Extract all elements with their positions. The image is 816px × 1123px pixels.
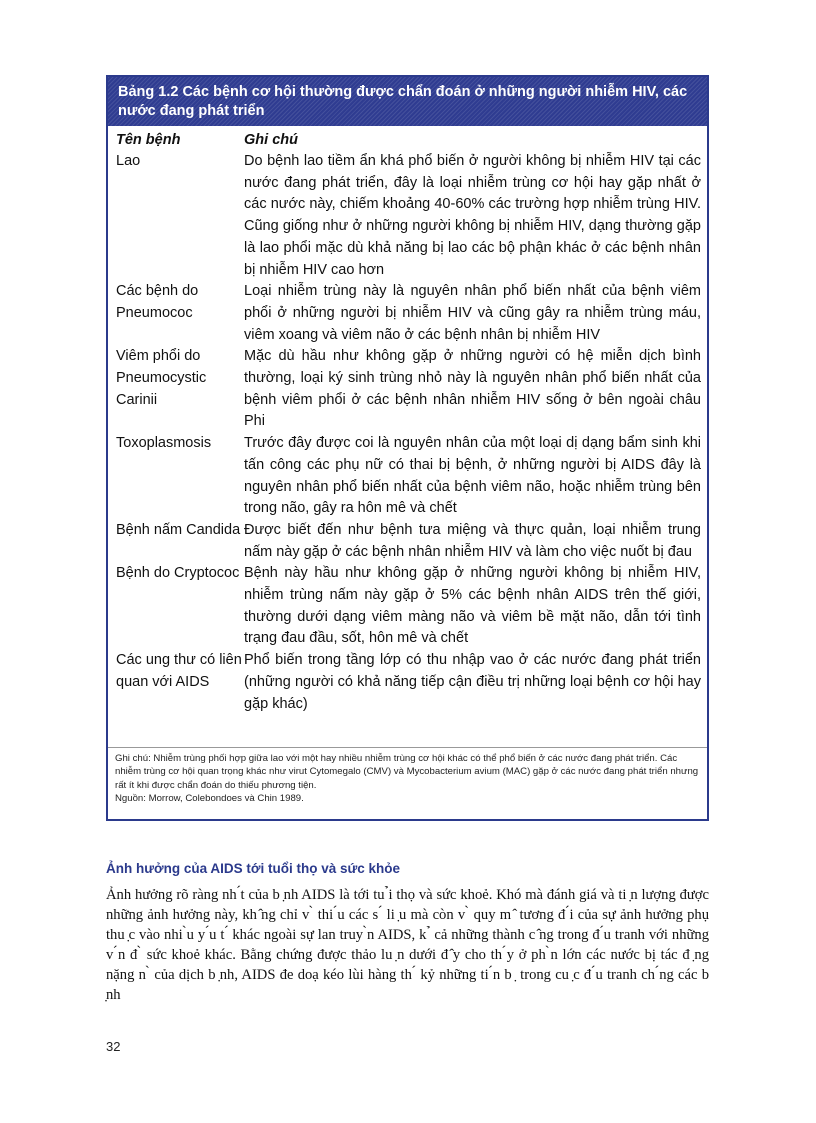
table-body: [108, 126, 707, 715]
table-header-row: [116, 130, 699, 151]
disease-name: Bệnh do Cryptococ: [116, 565, 240, 582]
section-body: Ảnh hưởng rõ ràng nh ́t của b ̣nh AIDS là tới tu ̉i thọ và sức khoẻ. Khó mà đánh giá và ti ̣n lượng được những ảnh hưởng này, kh ̂ng chỉ v ̀ thi ́u các s ́ li ̣u mà còn v ̀ quy m ̂ tương đ ́i của sự ảnh hưởng phụ thu ̣c vào nhi ̀u y ́u t ́ khác ngoài sự lan truy ̀n AIDS, k ̉ cả những thành c ̂ng trong đ ́u tranh với những v ́n đ ̀ sức khoẻ khác. Bằng chứng được thảo lu ̣n dưới đ ̂y cho th ́y ở ph ̀n lớn các nước bị tác đ ̣ng nặng n ̀ của dịch b ̣nh, AIDS đe doạ kéo lùi hàng th ́ kỷ những ti ́n b ̣ trong cu ̣c đ ́u tranh ch ́ng các b ̣nh: [106, 887, 709, 1003]
source-text: Nguồn: Morrow, Colebondoes và Chin 1989.: [115, 793, 304, 805]
table-row: [116, 520, 699, 563]
table-row: [116, 151, 699, 281]
disease-note: Được biết đến như bệnh tưa miệng và thực quản, loại nhiễm trung nấm này gặp ở các bệnh nhân nhiễm HIV và làm cho việc nuốt bị đau: [244, 521, 701, 560]
table-footnote: [108, 747, 707, 819]
disease-name: Các bệnh do Pneumococ: [116, 283, 199, 321]
footnote-text: Ghi chú: Nhiễm trùng phối hợp giữa lao với một hay nhiều nhiễm trùng cơ hội khác có thể phổ biến ở các nước đang phát triển. Các nhiễm trùng cơ hội quan trọng khác như virut Cytomegalo (CMV) và Mycobacterium avium (MAC) gặp ở các nước đang phát triển nhưng rất ít khi được chẩn đoán do thiếu phương tiện.: [115, 753, 699, 791]
disease-name: Các ung thư có liên quan với AIDS: [116, 652, 242, 690]
page-number: 32: [106, 1039, 121, 1054]
disease-table: [106, 75, 709, 821]
disease-note: Phổ biến trong tầng lớp có thu nhập vao ở các nước đang phát triển (những người có khả năng tiếp cận điều trị những loại bệnh cơ hội hay gặp khác): [244, 652, 701, 712]
disease-note: Loại nhiễm trùng này là nguyên nhân phổ biến nhất của bệnh viêm phổi ở những người bị nhiễm HIV và cũng gây ra nhiễm trùng máu, viêm xoang và viêm não ở các bệnh nhân bị nhiễm HIV: [244, 283, 701, 343]
header-disease-name: Tên bệnh: [116, 132, 181, 148]
table-row: [116, 346, 699, 433]
disease-note: Bệnh này hầu như không gặp ở những người không bị nhiễm HIV, nhiễm trùng nấm này gặp ở 5% các bệnh nhân AIDS trên thế giới, thường dưới dạng viêm màng não và viêm bề mặt não, dẫn tới tình trạng đau đầu, sốt, hôn mê và chết: [244, 565, 701, 647]
header-note: Ghi chú: [244, 132, 298, 148]
table-row: [116, 281, 699, 346]
table-row: [116, 650, 699, 715]
disease-name: Bệnh nấm Candida: [116, 521, 241, 538]
disease-note: Mặc dù hầu như không gặp ở những người có hệ miễn dịch bình thường, loại ký sinh trùng nhỏ này là nguyên nhân phổ biến nhất của bệnh viêm phổi ở các bệnh nhân nhiễm HIV sống ở bên ngoài châu Phi: [244, 348, 701, 430]
disease-note: Do bệnh lao tiềm ẩn khá phổ biến ở người không bị nhiễm HIV tại các nước đang phát triển, đây là loại nhiễm trùng cơ hội hay gặp nhất ở các nước này, chiếm khoảng 40-60% các trường hợp nhiễm trùng HIV. Cũng giống như ở những người không bị nhiễm HIV, dạng thường gặp là lao phổi mặc dù khả năng bị lao các bộ phận khác ở các bệnh nhân bị nhiễm HIV cao hơn: [244, 153, 701, 278]
disease-note: Trước đây được coi là nguyên nhân của một loại dị dạng bẩm sinh khi tấn công các phụ nữ có thai bị bệnh, ở những người bị AIDS đây là nguyên nhân phổ biến nhất của bệnh viêm não, hoặc nhiễm trùng bên trong não, gây ra hôn mê và chết: [244, 435, 701, 517]
table-row: [116, 433, 699, 520]
table-row: [116, 563, 699, 650]
disease-name: Viêm phổi do Pneumocystic Carinii: [116, 348, 207, 408]
disease-name: Toxoplasmosis: [116, 435, 212, 452]
section-title: Ảnh hưởng của AIDS tới tuổi thọ và sức khỏe: [106, 861, 401, 876]
disease-name: Lao: [116, 153, 141, 169]
table-caption: Bảng 1.2 Các bệnh cơ hội thường được chẩn đoán ở những người nhiễm HIV, các nước đang phát triển: [108, 77, 707, 126]
